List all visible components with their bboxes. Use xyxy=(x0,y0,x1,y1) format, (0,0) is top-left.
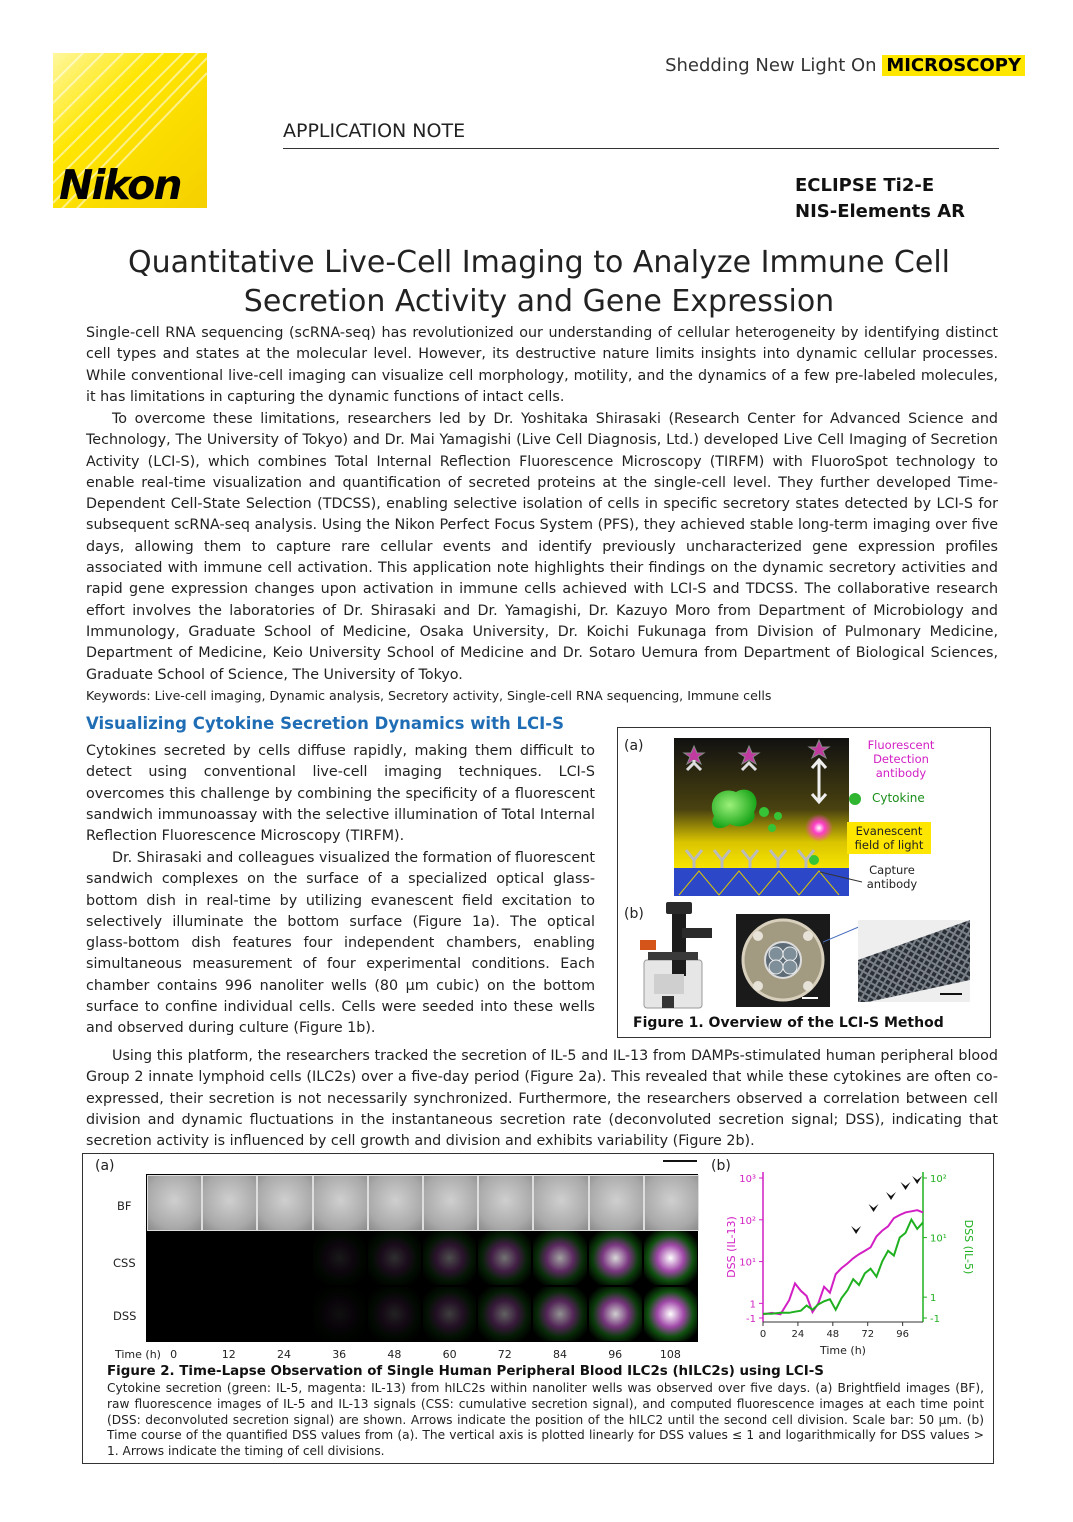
document-type: APPLICATION NOTE xyxy=(283,120,466,142)
time-label: 36 xyxy=(332,1348,347,1361)
label-cytokine: Cytokine xyxy=(872,791,925,805)
time-label: 60 xyxy=(442,1348,457,1361)
product-name: ECLIPSE Ti2-E xyxy=(795,175,935,196)
intro-paragraph: To overcome these limitations, researchers led by Dr. Yoshitaka Shirasaki (Research Center for Advanced Science and Technology, The University of Tokyo) and Dr. Mai Yamagishi (Live Cell Diagnosis, Ltd.) developed Live Cell Imaging of Secretion Activity (LCI-S), which combines Total Internal Reflection Fluorescence Microscopy (TIRFM) with FluoroSpot technology to enable real-time visualization and quantification of secreted proteins at the single-cell level. They further developed Time-Dependent Cell-State Selection (TDCSS), enabling selective isolation of cells in specific secretory states detected by LCI-S for subsequent scRNA-seq analysis. Using the Nikon Perfect Focus System (PFS), they achieved stable long-term imaging over five days, allowing them to capture rare cellular events and identify previously uncharacterized gene expression profiles associated with immune cell activation. This application note highlights their findings on the dynamic secretory activities and rapid gene expression changes upon activation in immune cells achieved with LCI-S and TDCSS. The collaborative research effort involves the laboratories of Dr. Shirasaki and Dr. Yamagishi, Dr. Kazuyo Moro from Department of Microbiology and Immunology, Graduate School of Medicine, Osaka University, Dr. Koichi Fukunaga from Division of Pulmonary Medicine, Department of Medicine, Keio University School of Medicine and Dr. Sotaro Uemura from Department of Biological Sciences, Graduate School of Science, The University of Tokyo. xyxy=(86,411,998,683)
microscope-image xyxy=(636,900,718,1012)
x-tick-label: 48 xyxy=(826,1329,840,1340)
label-capture-antibody xyxy=(862,863,922,891)
label-line: Evanescent xyxy=(855,824,923,838)
timelapse-cell xyxy=(478,1175,533,1231)
y-tick-label: 10¹ xyxy=(930,1233,947,1245)
page-title xyxy=(80,243,998,321)
time-label: 48 xyxy=(387,1348,402,1361)
x-tick-label: 72 xyxy=(861,1329,875,1340)
time-axis-label: Time (h) xyxy=(115,1348,161,1361)
row-label: BF xyxy=(117,1199,132,1213)
figure-1-caption: Figure 1. Overview of the LCI-S Method xyxy=(633,1015,944,1031)
section-heading: Visualizing Cytokine Secretion Dynamics with LCI-S xyxy=(86,714,564,733)
time-label: 84 xyxy=(553,1348,567,1361)
timelapse-cell xyxy=(368,1287,421,1341)
glass-bottom-dish-image xyxy=(736,914,830,1007)
zoom-connector xyxy=(823,924,863,944)
keywords: Keywords: Live-cell imaging, Dynamic analysis, Secretory activity, Single-cell RNA sequencing, Immune cells xyxy=(86,688,772,703)
dss-time-course-chart xyxy=(711,1162,989,1362)
y-axis-label-right: DSS (IL-5) xyxy=(962,1219,975,1275)
label-line: field of light xyxy=(854,838,924,852)
row-label: CSS xyxy=(113,1256,136,1270)
label-line: Capture xyxy=(869,863,915,877)
timelapse-cell xyxy=(423,1175,478,1231)
timelapse-cell xyxy=(368,1175,423,1231)
y-tick-label: 1 xyxy=(930,1293,937,1305)
timelapse-cell xyxy=(147,1175,202,1231)
timelapse-cell xyxy=(202,1287,255,1341)
scale-bar xyxy=(663,1160,697,1162)
time-label: 12 xyxy=(221,1348,236,1361)
cell-division-arrow xyxy=(912,1176,922,1184)
tagline-highlight: MICROSCOPY xyxy=(882,55,1025,76)
label-line: Detection xyxy=(873,752,929,766)
timelapse-cell xyxy=(313,1175,368,1231)
intro-paragraph: Single-cell RNA sequencing (scRNA-seq) has revolutionized our understanding of cellular heterogeneity by identifying distinct cell types and states at the molecular level. However, its destructive nature limits insights into dynamic cellular processes. While conventional live-cell imaging can visualize cell morphology, motility, and the dynamics of a few pre-labeled molecules, it has limitations in capturing the dynamic functions of intact cells. xyxy=(86,325,998,405)
y-tick-label: 10² xyxy=(930,1174,947,1185)
panel-label-b: (b) xyxy=(711,1158,731,1174)
timelapse-cell xyxy=(423,1287,476,1341)
timelapse-cell xyxy=(533,1231,586,1285)
cell-division-arrow xyxy=(901,1182,911,1190)
capture-pointer xyxy=(818,868,864,888)
body-paragraph: Using this platform, the researchers tracked the secretion of IL-5 and IL-13 from DAMPs-stimulated human peripheral blood Group 2 innate lymphoid cells (ILC2s) over a five-day period (Figure 2a). This revealed that while these cytokines are often co-expressed, their secretion is not necessarily synchronized. Furthermore, the researchers observed a correlation between cell division and dynamic fluctuations in the instantaneous secretion rate (deconvoluted secretion signal; DSS), indicating that secretion activity is influenced by cell growth and division and exhibits variability (Figure 2b). xyxy=(86,1048,998,1150)
timelapse-cell xyxy=(533,1287,586,1341)
time-label: 72 xyxy=(497,1348,512,1361)
nanoliter-wells-image xyxy=(858,920,970,1002)
figure-2-caption-body: Cytokine secretion (green: IL-5, magenta: IL-13) from hILC2s within nanoliter wells was observed over five days. (a) Brightfield images (BF), raw fluorescence images of IL-5 and IL-13 signals (CSS: cumulative secretion signal), and computed fluorescence images at each time point (DSS: deconvoluted secretion signal) are shown. Arrows indicate the position of the hILC2 until the second cell division. Scale bar: 50 µm. (b) Time course of the quantified DSS values from (a). The vertical axis is plotted linearly for DSS values ≤ 1 and logarithmically for DSS values > 1. Arrows indicate the timing of cell divisions. xyxy=(107,1381,984,1459)
timelapse-cell xyxy=(313,1287,366,1341)
time-labels xyxy=(146,1348,698,1362)
label-fluorescent-antibody xyxy=(863,738,939,780)
timelapse-cell xyxy=(257,1175,312,1231)
timelapse-cell xyxy=(202,1231,255,1285)
x-tick-label: 96 xyxy=(896,1329,910,1340)
title-line: Quantitative Live-Cell Imaging to Analyze Immune Cell xyxy=(127,245,951,280)
cell-division-arrow xyxy=(886,1192,896,1200)
y-tick-label: 1 xyxy=(749,1299,756,1311)
timelapse-cell xyxy=(644,1287,697,1341)
x-axis-label: Time (h) xyxy=(820,1344,866,1357)
figure-2-caption-title: Figure 2. Time-Lapse Observation of Single Human Peripheral Blood ILC2s (hILC2s) using LCI-S xyxy=(107,1364,824,1379)
timelapse-cell xyxy=(257,1231,310,1285)
tagline-prefix: Shedding New Light On xyxy=(665,55,883,76)
timelapse-cell xyxy=(313,1231,366,1285)
product-name: NIS-Elements AR xyxy=(795,201,966,222)
timelapse-cell xyxy=(644,1175,699,1231)
series-line xyxy=(763,1210,923,1314)
time-label: 108 xyxy=(659,1348,681,1361)
panel-label-a: (a) xyxy=(95,1158,115,1174)
timelapse-cell xyxy=(257,1287,310,1341)
time-label: 96 xyxy=(608,1348,623,1361)
timelapse-cell xyxy=(589,1231,642,1285)
timelapse-cell xyxy=(202,1175,257,1231)
label-evanescent xyxy=(847,822,931,854)
body-paragraph: Cytokines secreted by cells diffuse rapidly, making them difficult to detect using conventional live-cell imaging techniques. LCI-S overcomes this challenge by combining the specificity of a fluorescent sandwich immunoassay with the selective illumination of Total Internal Reflection Fluorescence Microscopy (TIRFM). xyxy=(86,743,595,845)
cell-division-arrow xyxy=(869,1204,879,1212)
timelapse-cell xyxy=(644,1231,697,1285)
y-tick-label: 10¹ xyxy=(739,1257,756,1269)
header-rule xyxy=(283,148,999,149)
time-label: 24 xyxy=(277,1348,291,1361)
logo-text: Nikon xyxy=(59,161,181,208)
label-line: Fluorescent xyxy=(867,738,935,752)
nikon-logo xyxy=(53,53,207,208)
timelapse-image-grid xyxy=(146,1174,698,1342)
timelapse-cell xyxy=(589,1287,642,1341)
panel-label-a: (a) xyxy=(624,738,644,754)
panel-label-b: (b) xyxy=(624,906,644,922)
x-tick-label: 0 xyxy=(759,1329,767,1340)
title-line: Secretion Activity and Gene Expression xyxy=(243,284,835,319)
timelapse-cell xyxy=(589,1175,644,1231)
timelapse-cell xyxy=(368,1231,421,1285)
label-line: antibody xyxy=(875,766,927,780)
timelapse-cell xyxy=(478,1231,531,1285)
cell-division-arrow xyxy=(851,1226,861,1234)
y-tick-label: 10³ xyxy=(739,1174,756,1185)
y-axis-label-left: DSS (IL-13) xyxy=(725,1216,738,1278)
figure-1 xyxy=(617,727,991,1038)
y-tick-label: 10² xyxy=(739,1215,756,1227)
time-label: 0 xyxy=(170,1348,178,1361)
label-line: antibody xyxy=(866,877,918,891)
figure-2 xyxy=(82,1153,994,1464)
timelapse-cell xyxy=(478,1287,531,1341)
timelapse-cell xyxy=(147,1287,200,1341)
tagline xyxy=(665,55,1025,76)
timelapse-cell xyxy=(423,1231,476,1285)
products xyxy=(795,173,965,225)
x-tick-label: 24 xyxy=(791,1329,805,1340)
cytokine-legend-dot xyxy=(849,793,861,805)
timelapse-cell xyxy=(533,1175,588,1231)
row-label: DSS xyxy=(113,1309,137,1323)
y-tick-label: -1 xyxy=(746,1314,756,1325)
y-tick-label: -1 xyxy=(930,1314,940,1325)
body-paragraph: Dr. Shirasaki and colleagues visualized the formation of fluorescent sandwich complexes on the surface of a specialized optical glass-bottom dish in real-time by utilizing evanescent field excitation to selectively illuminate the bottom surface (Figure 1a). The optical glass-bottom dish features four independent chambers, enabling simultaneous measurement of four experimental conditions. Each chamber contains 996 nanoliter wells (80 µm cubic) on the bottom surface to confine individual cells. Cells were seeded into these wells and observed during culture (Figure 1b). xyxy=(86,850,595,1037)
timelapse-cell xyxy=(147,1231,200,1285)
